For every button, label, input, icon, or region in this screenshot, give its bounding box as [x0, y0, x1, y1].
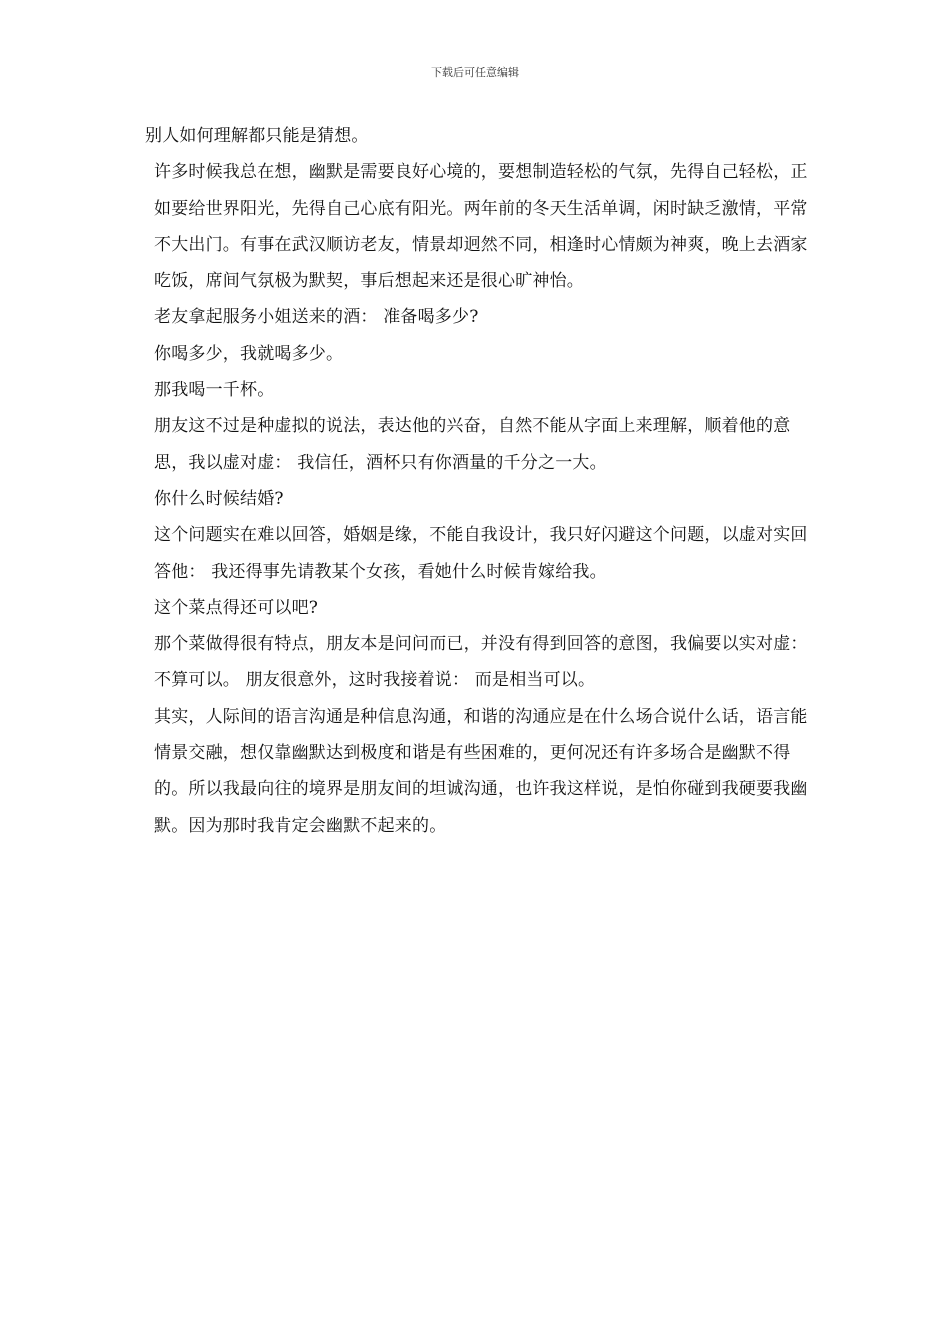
paragraph-7: 你什么时候结婚?: [154, 488, 284, 509]
page-header: 下载后可任意编辑: [431, 66, 519, 79]
document-body: [145, 118, 820, 844]
paragraph-5: 那我喝一千杯。: [154, 380, 275, 401]
paragraph-2: 许多时候我总在想，幽默是需要良好心境的，要想制造轻松的气氛，先得自己轻松，正如要给世界阳光，先得自己心底有阳光。两年前的冬天生活单调，闲时缺乏激情，平常不大出门。有事在武汉顺访老友，情景却迥然不同，相逢时心情颇为神爽，晚上去酒家吃饭，席间气氛极为默契，事后想起来还是很心旷神怡。: [154, 162, 808, 292]
paragraph-8: 这个问题实在难以回答，婚姻是缘，不能自我设计，我只好闪避这个问题，以虚对实回答他： 我还得事先请教某个女孩，看她什么时候肯嫁给我。: [154, 525, 808, 582]
paragraph-9: 这个菜点得还可以吧?: [154, 597, 319, 618]
paragraph-4: 你喝多少，我就喝多少。: [154, 343, 344, 364]
paragraph-10: 那个菜做得很有特点，朋友本是问问而已，并没有得到回答的意图，我偏要以实对虚： 不算可以。 朋友很意外，这时我接着说： 而是相当可以。: [154, 634, 808, 691]
paragraph-1: 别人如何理解都只能是猜想。: [145, 126, 369, 146]
paragraph-3: 老友拿起服务小姐送来的酒： 准备喝多少?: [154, 307, 479, 328]
paragraph-11: 其实，人际间的语言沟通是种信息沟通，和谐的沟通应是在什么场合说什么话，语言能情景交融，想仅靠幽默达到极度和谐是有些困难的，更何况还有许多场合是幽默不得的。所以我最向往的境界是朋友间的坦诚沟通，也许我这样说，是怕你碰到我硬要我幽默。因为那时我肯定会幽默不起来的。: [154, 706, 808, 836]
paragraph-6: 朋友这不过是种虚拟的说法，表达他的兴奋，自然不能从字面上来理解，顺着他的意思，我以虚对虚： 我信任，酒杯只有你酒量的千分之一大。: [154, 416, 791, 473]
